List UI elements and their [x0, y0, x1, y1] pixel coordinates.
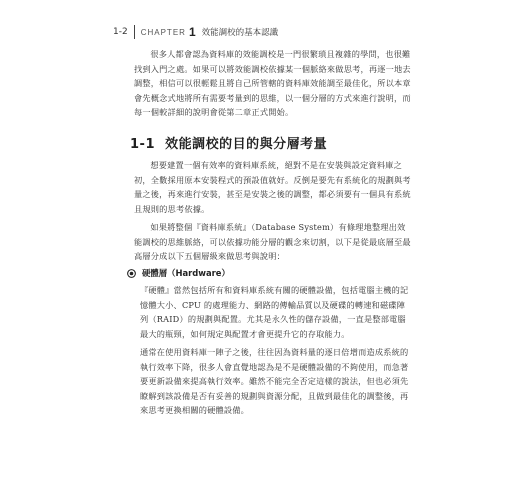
- page-number: 1-2: [113, 27, 128, 37]
- header-divider: [134, 25, 135, 39]
- chapter-title: 效能調校的基本認識: [201, 28, 279, 38]
- section-title-text: 效能調校的目的與分層考量: [165, 137, 328, 152]
- bullet-heading-text: 硬體層（Hardware）: [142, 268, 230, 278]
- bullet-paragraph-1: 『硬體』當然包括所有和資料庫系統有關的硬體設備，包括電腦主機的記憶體大小、CPU 的處理能力、網路的傳輸品質以及硬碟的轉速和磁碟陣列（RAID）的規劃與配置。尤其是永久性的儲存設備，一直是整部電腦最大的瓶頸，如何規定與配置才會更提升它的存取能力。: [140, 285, 409, 339]
- chapter-label: CHAPTER: [140, 27, 186, 37]
- intro-paragraph: 很多人都會認為資料庫的效能調校是一門很繁瑣且複雜的學問，也很難找到入門之處。如果可以將效能調校依據某一個脈絡來做思考，再逐一地去調整，相信可以很輕鬆且將自己所管轄的資料庫效能調至最佳化，所以本章會先概念式地將所有需要考量到的思維，以一個分層的方式來進行說明，而每一個較詳細的說明會從第二章正式開始。: [134, 49, 411, 118]
- bullet-paragraph-2: 通常在使用資料庫一陣子之後，往往因為資料量的逐日倍增而造成系統的執行效率下降，很多人會直覺地認為是不是硬體設備的不夠使用，而急著要更新設備來提高執行效率。雖然不能完全否定這樣的說法，但也必須先瞭解到該設備是否有妥善的規劃與資源分配，且做到最佳化的調整後，再來思考更換相關的硬體設備。: [140, 347, 409, 416]
- chapter-number: 1: [188, 25, 196, 39]
- section-number: 1-1: [130, 137, 155, 152]
- running-header: [113, 24, 278, 40]
- circle-bullet-icon: [127, 269, 136, 278]
- section-heading: [130, 133, 327, 152]
- bullet-heading: [127, 267, 230, 279]
- section-paragraph-2: 如果將整個『資料庫系統』（Database System）有條理地整理出效能調校的思維脈絡，可以依據功能分層的觀念來切割，以下是從最底層至最高層分成以下五個層級來做思考與說明：: [134, 222, 411, 262]
- section-paragraph-1: 想要建置一個有效率的資料庫系統，絕對不是在安裝與設定資料庫之初，全數採用原本安裝程式的預設值就好。反倒是要先有系統化的規劃與考量之後，再來進行安裝，甚至是安裝之後的調整，都必須要有一個具有系統且規則的思考依據。: [134, 160, 411, 214]
